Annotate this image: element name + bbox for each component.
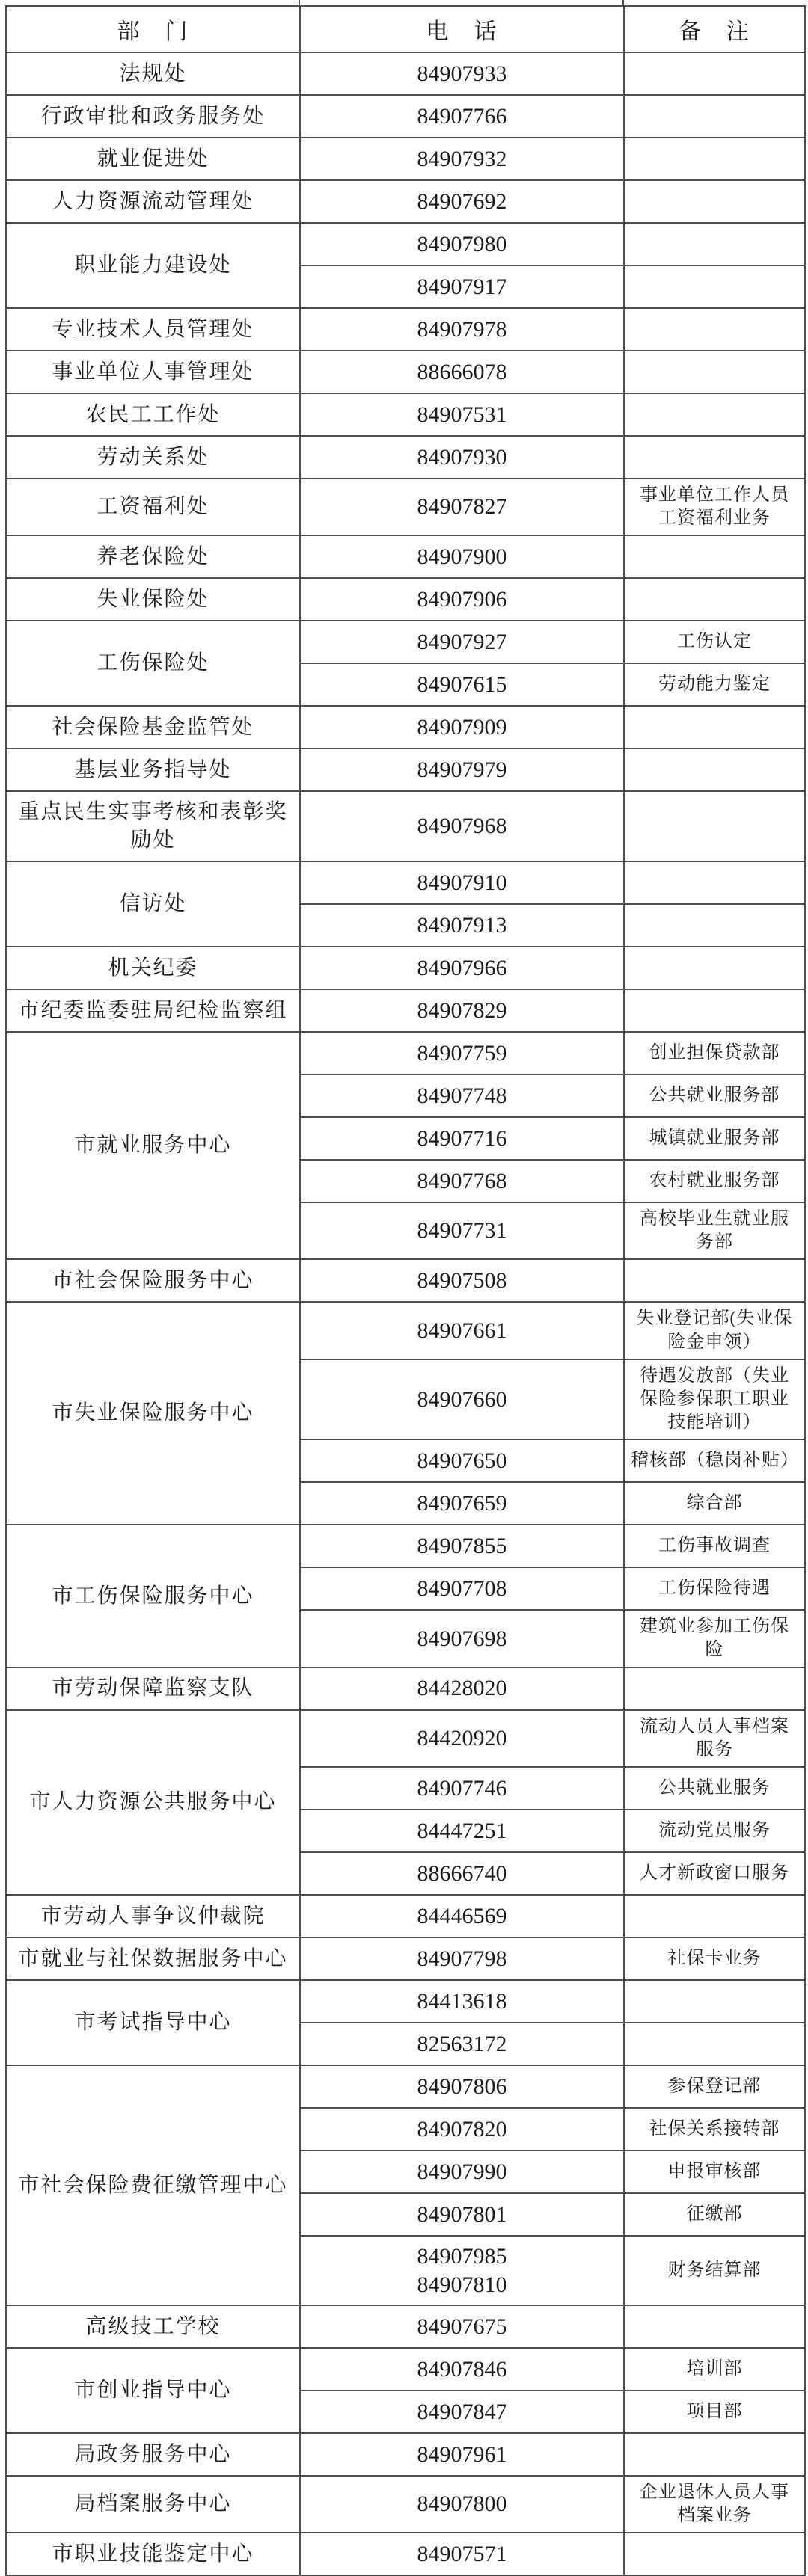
remark-cell <box>624 436 805 479</box>
table-row <box>6 748 805 791</box>
department-cell: 农民工工作处 <box>6 393 300 436</box>
remark-cell <box>624 180 805 223</box>
department-cell: 工伤保险处 <box>6 621 300 706</box>
phone-cell: 84907716 <box>300 1117 624 1160</box>
department-cell: 市就业与社保数据服务中心 <box>6 1937 300 1980</box>
department-cell: 基层业务指导处 <box>6 748 300 791</box>
table-row <box>6 436 805 479</box>
remark-cell: 社保卡业务 <box>624 1937 805 1980</box>
table-row <box>6 52 805 95</box>
department-cell: 行政审批和政务服务处 <box>6 95 300 138</box>
phone-cell: 84907906 <box>300 578 624 621</box>
phone-cell: 84907927 <box>300 621 624 663</box>
phone-cell: 84447251 <box>300 1810 624 1852</box>
department-cell: 市劳动保障监察支队 <box>6 1667 300 1710</box>
header-remark: 备 注 <box>624 6 805 52</box>
remark-cell: 工伤事故调查 <box>624 1525 805 1567</box>
phone-cell: 84907846 <box>300 2348 624 2391</box>
phone-cell: 84907985 84907810 <box>300 2236 624 2305</box>
table-row <box>6 2476 805 2533</box>
header-phone: 电 话 <box>300 6 624 52</box>
table-row <box>6 351 805 393</box>
remark-cell: 创业担保贷款部 <box>624 1032 805 1075</box>
remark-cell <box>624 95 805 138</box>
department-cell: 市人力资源公共服务中心 <box>6 1710 300 1895</box>
table-row <box>6 1032 805 1075</box>
phone-cell: 84907659 <box>300 1482 624 1525</box>
table-row <box>6 308 805 351</box>
department-cell: 职业能力建设处 <box>6 223 300 308</box>
phone-cell: 84907768 <box>300 1160 624 1202</box>
remark-cell: 项目部 <box>624 2391 805 2433</box>
department-cell: 工资福利处 <box>6 479 300 535</box>
table-row <box>6 578 805 621</box>
table-row <box>6 2305 805 2348</box>
table-row <box>6 223 805 265</box>
table-row <box>6 947 805 989</box>
department-cell: 就业促进处 <box>6 138 300 180</box>
department-cell: 人力资源流动管理处 <box>6 180 300 223</box>
department-cell: 机关纪委 <box>6 947 300 989</box>
remark-cell: 流动人员人事档案服务 <box>624 1710 805 1767</box>
remark-cell: 待遇发放部（失业保险参保职工职业技能培训） <box>624 1359 805 1440</box>
remark-cell <box>624 578 805 621</box>
phone-cell: 84907966 <box>300 947 624 989</box>
phone-cell: 84907571 <box>300 2533 624 2575</box>
table-row <box>6 180 805 223</box>
table-row <box>6 1525 805 1567</box>
remark-cell <box>624 791 805 861</box>
phone-cell: 84907980 <box>300 223 624 265</box>
remark-cell: 财务结算部 <box>624 2236 805 2305</box>
remark-cell <box>624 223 805 265</box>
table-row <box>6 791 805 861</box>
remark-cell <box>624 138 805 180</box>
remark-cell <box>624 748 805 791</box>
phone-cell: 84907968 <box>300 791 624 861</box>
remark-cell: 人才新政窗口服务 <box>624 1852 805 1895</box>
remark-cell: 工伤认定 <box>624 621 805 663</box>
table-row <box>6 393 805 436</box>
remark-cell <box>624 1980 805 2023</box>
table-row <box>6 1980 805 2023</box>
remark-cell: 失业登记部(失业保险金申领） <box>624 1302 805 1359</box>
remark-cell <box>624 904 805 947</box>
phone-cell: 84907829 <box>300 989 624 1032</box>
department-cell: 重点民生实事考核和表彰奖励处 <box>6 791 300 861</box>
remark-cell <box>624 2305 805 2348</box>
phone-cell: 84907759 <box>300 1032 624 1075</box>
phone-cell: 84907508 <box>300 1259 624 1302</box>
remark-cell: 流动党员服务 <box>624 1810 805 1852</box>
phone-cell: 84907806 <box>300 2065 624 2108</box>
department-cell: 专业技术人员管理处 <box>6 308 300 351</box>
table-row <box>6 861 805 904</box>
table-row <box>6 1667 805 1710</box>
remark-cell <box>624 52 805 95</box>
remark-cell: 高校毕业生就业服务部 <box>624 1202 805 1259</box>
phone-cell: 84907692 <box>300 180 624 223</box>
phone-cell: 84428020 <box>300 1667 624 1710</box>
remark-cell: 公共就业服务 <box>624 1767 805 1810</box>
table-row <box>6 95 805 138</box>
phone-cell: 84907909 <box>300 706 624 748</box>
remark-cell: 申报审核部 <box>624 2151 805 2193</box>
table-row <box>6 1710 805 1767</box>
remark-cell: 综合部 <box>624 1482 805 1525</box>
phone-cell: 84907820 <box>300 2108 624 2151</box>
header-row <box>6 6 805 52</box>
department-cell: 养老保险处 <box>6 535 300 578</box>
remark-cell: 事业单位工作人员工资福利业务 <box>624 479 805 535</box>
remark-cell <box>624 2433 805 2476</box>
phone-cell: 84420920 <box>300 1710 624 1767</box>
table-row <box>6 621 805 663</box>
remark-cell: 稽核部（稳岗补贴） <box>624 1439 805 1482</box>
phone-cell: 84907698 <box>300 1610 624 1667</box>
remark-cell: 培训部 <box>624 2348 805 2391</box>
table-row <box>6 989 805 1032</box>
department-cell: 市纪委监委驻局纪检监察组 <box>6 989 300 1032</box>
table-row <box>6 479 805 535</box>
phone-cell: 84907746 <box>300 1767 624 1810</box>
table-row <box>6 706 805 748</box>
remark-cell: 农村就业服务部 <box>624 1160 805 1202</box>
department-cell: 市考试指导中心 <box>6 1980 300 2065</box>
phone-cell: 84446569 <box>300 1895 624 1937</box>
table-row <box>6 1302 805 1359</box>
department-cell: 市社会保险费征缴管理中心 <box>6 2065 300 2305</box>
phone-cell: 84907847 <box>300 2391 624 2433</box>
department-cell: 法规处 <box>6 52 300 95</box>
department-cell: 市失业保险服务中心 <box>6 1302 300 1525</box>
table-header <box>6 6 805 52</box>
department-cell: 社会保险基金监管处 <box>6 706 300 748</box>
remark-cell <box>624 351 805 393</box>
phone-cell: 84907900 <box>300 535 624 578</box>
department-cell: 劳动关系处 <box>6 436 300 479</box>
remark-cell: 社保关系接转部 <box>624 2108 805 2151</box>
department-cell: 市就业服务中心 <box>6 1032 300 1259</box>
phone-cell: 84907913 <box>300 904 624 947</box>
department-cell: 高级技工学校 <box>6 2305 300 2348</box>
phone-cell: 84907827 <box>300 479 624 535</box>
table-row <box>6 138 805 180</box>
phone-cell: 84907615 <box>300 663 624 706</box>
remark-cell <box>624 1667 805 1710</box>
phone-cell: 84907979 <box>300 748 624 791</box>
phone-directory-table <box>5 5 806 2576</box>
phone-cell: 84907660 <box>300 1359 624 1440</box>
header-department: 部 门 <box>6 6 300 52</box>
phone-cell: 84907675 <box>300 2305 624 2348</box>
remark-cell <box>624 535 805 578</box>
department-cell: 市职业技能鉴定中心 <box>6 2533 300 2575</box>
remark-cell: 企业退休人员人事档案业务 <box>624 2476 805 2533</box>
phone-cell: 84907748 <box>300 1075 624 1117</box>
phone-cell: 84907766 <box>300 95 624 138</box>
phone-cell: 88666740 <box>300 1852 624 1895</box>
remark-cell <box>624 1895 805 1937</box>
remark-cell <box>624 989 805 1032</box>
phone-cell: 84907917 <box>300 265 624 308</box>
remark-cell: 建筑业参加工伤保险 <box>624 1610 805 1667</box>
phone-cell: 84907933 <box>300 52 624 95</box>
phone-cell: 82563172 <box>300 2023 624 2065</box>
table-row <box>6 1937 805 1980</box>
remark-cell: 征缴部 <box>624 2193 805 2236</box>
department-cell: 局政务服务中心 <box>6 2433 300 2476</box>
phone-cell: 84907978 <box>300 308 624 351</box>
department-cell: 市工伤保险服务中心 <box>6 1525 300 1667</box>
phone-cell: 84907800 <box>300 2476 624 2533</box>
phone-cell: 84907855 <box>300 1525 624 1567</box>
department-cell: 信访处 <box>6 861 300 947</box>
table-row <box>6 1259 805 1302</box>
phone-cell: 84907990 <box>300 2151 624 2193</box>
phone-cell: 88666078 <box>300 351 624 393</box>
department-cell: 事业单位人事管理处 <box>6 351 300 393</box>
table-row <box>6 1895 805 1937</box>
remark-cell: 工伤保险待遇 <box>624 1567 805 1610</box>
department-cell: 失业保险处 <box>6 578 300 621</box>
table-row <box>6 535 805 578</box>
department-cell: 局档案服务中心 <box>6 2476 300 2533</box>
phone-cell: 84907910 <box>300 861 624 904</box>
remark-cell <box>624 265 805 308</box>
phone-cell: 84907650 <box>300 1439 624 1482</box>
remark-cell <box>624 947 805 989</box>
department-cell: 市创业指导中心 <box>6 2348 300 2433</box>
table-row <box>6 2348 805 2391</box>
phone-cell: 84907708 <box>300 1567 624 1610</box>
phone-cell: 84907731 <box>300 1202 624 1259</box>
remark-cell <box>624 2023 805 2065</box>
remark-cell: 参保登记部 <box>624 2065 805 2108</box>
phone-cell: 84907798 <box>300 1937 624 1980</box>
phone-cell: 84907531 <box>300 393 624 436</box>
remark-cell <box>624 1259 805 1302</box>
department-cell: 市劳动人事争议仲裁院 <box>6 1895 300 1937</box>
phone-cell: 84907661 <box>300 1302 624 1359</box>
table-row <box>6 2065 805 2108</box>
remark-cell: 公共就业服务部 <box>624 1075 805 1117</box>
phone-cell: 84413618 <box>300 1980 624 2023</box>
phone-cell: 84907801 <box>300 2193 624 2236</box>
table-row <box>6 2433 805 2476</box>
phone-cell: 84907930 <box>300 436 624 479</box>
remark-cell: 劳动能力鉴定 <box>624 663 805 706</box>
phone-cell: 84907932 <box>300 138 624 180</box>
remark-cell <box>624 861 805 904</box>
phone-cell: 84907961 <box>300 2433 624 2476</box>
table-body <box>6 52 805 2575</box>
department-cell: 市社会保险服务中心 <box>6 1259 300 1302</box>
remark-cell <box>624 308 805 351</box>
remark-cell <box>624 706 805 748</box>
remark-cell <box>624 393 805 436</box>
remark-cell: 城镇就业服务部 <box>624 1117 805 1160</box>
